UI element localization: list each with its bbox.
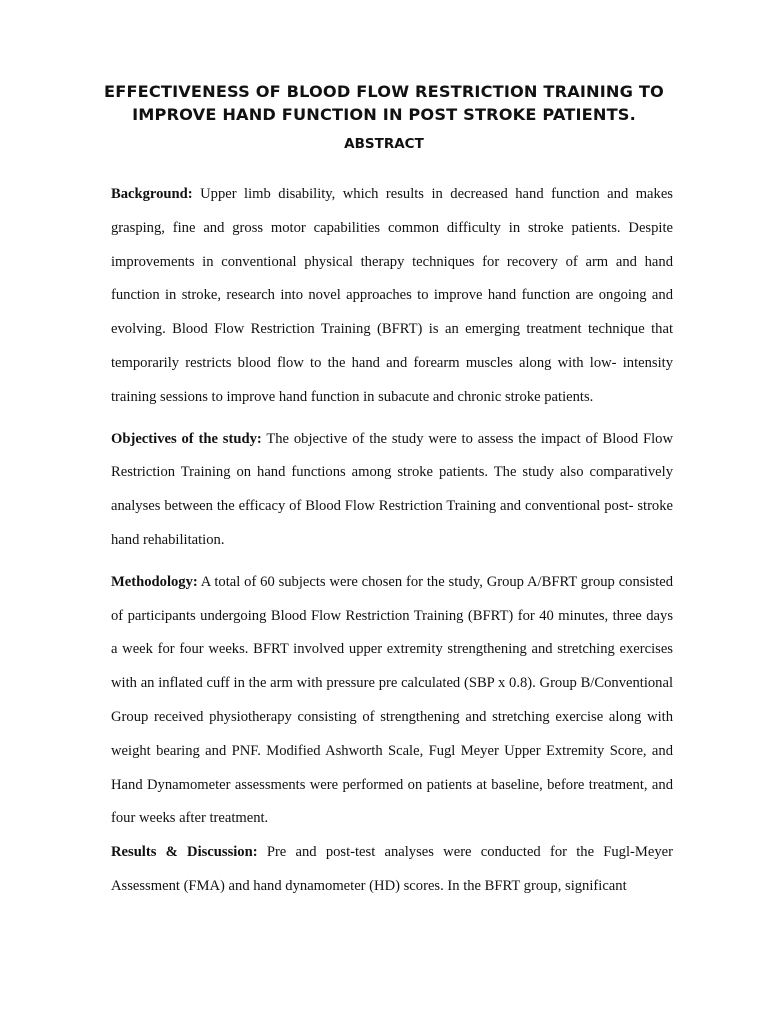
objectives-label: Objectives of the study: xyxy=(111,430,262,447)
methodology-paragraph xyxy=(111,566,673,836)
objectives-paragraph xyxy=(111,423,673,558)
document-title: EFFECTIVENESS OF BLOOD FLOW RESTRICTION TRAINING TO IMPROVE HAND FUNCTION IN POST STROKE PATIENTS. xyxy=(104,82,664,124)
results-text: Pre and post-test analyses were conducted for the Fugl-Meyer Assessment (FMA) and hand dynamometer (HD) scores. In the BFRT group, significant xyxy=(111,844,673,894)
background-label: Background: xyxy=(111,186,193,202)
results-label: Results & Discussion: xyxy=(111,844,258,861)
abstract-body xyxy=(111,178,673,912)
results-paragraph xyxy=(111,836,673,904)
methodology-label: Methodology: xyxy=(111,573,198,590)
abstract-heading: ABSTRACT xyxy=(344,136,424,152)
background-paragraph xyxy=(111,178,673,415)
background-text: Upper limb disability, which results in decreased hand function and makes grasping, fine and gross motor capabilities common difficulty in stroke patients. Despite improvements in conventional physical therapy techniques for recovery of arm and hand function in stroke, research into novel approaches to improve hand function are ongoing and evolving. Blood Flow Restriction Training (BFRT) is an emerging treatment technique that temporarily restricts blood flow to the hand and forearm muscles along with low- intensity training sessions to improve hand function in subacute and chronic stroke patients. xyxy=(111,186,673,405)
methodology-text: A total of 60 subjects were chosen for the study, Group A/BFRT group consisted of participants undergoing Blood Flow Restriction Training (BFRT) for 40 minutes, three days a week for four weeks. BFRT involved upper extremity strengthening and stretching exercises with an inflated cuff in the arm with pressure pre calculated (SBP x 0.8). Group B/Conventional Group received physiotherapy consisting of strengthening and stretching exercise along with weight bearing and PNF. Modified Ashworth Scale, Fugl Meyer Upper Extremity Score, and Hand Dynamometer assessments were performed on patients at baseline, before treatment, and four weeks after treatment. xyxy=(111,573,674,827)
objectives-text: The objective of the study were to assess the impact of Blood Flow Restriction Training on hand functions among stroke patients. The study also comparatively analyses between the efficacy of Blood Flow Restriction Training and conventional post- stroke hand rehabilitation. xyxy=(111,430,674,548)
